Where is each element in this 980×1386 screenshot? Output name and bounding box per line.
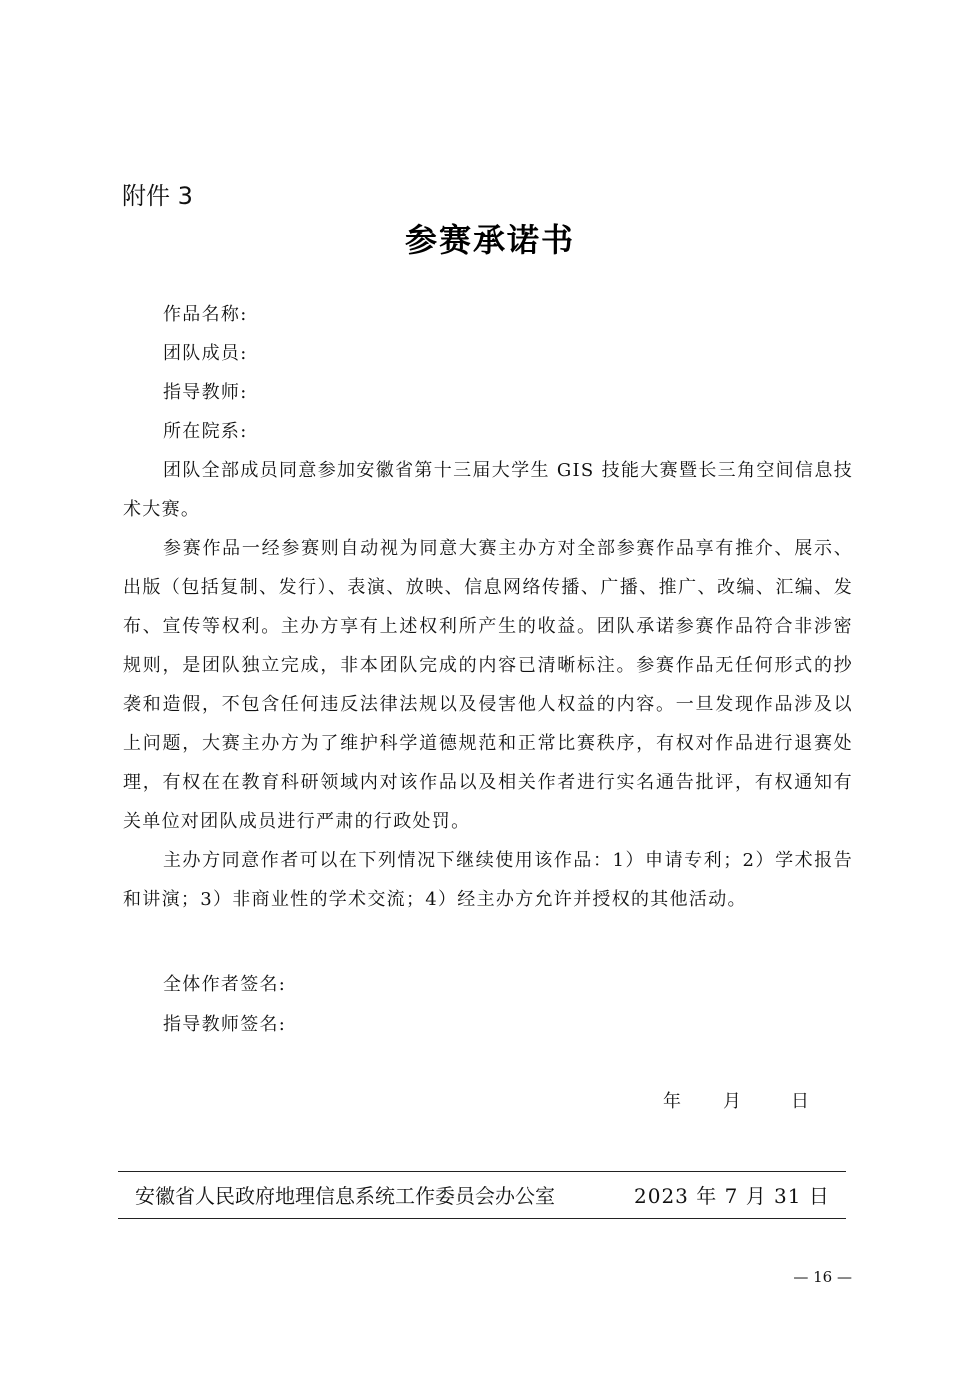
field-team-members: 团队成员: bbox=[163, 343, 248, 364]
page-number: — 16 — bbox=[793, 1268, 852, 1286]
footer-top-rule bbox=[118, 1171, 846, 1172]
paragraph-usage: 主办方同意作者可以在下列情况下继续使用该作品：1）申请专利；2）学术报告和讲演；3）非商业性的学术交流；4）经主办方允许并授权的其他活动。 bbox=[123, 850, 853, 910]
field-advisor: 指导教师: bbox=[163, 382, 248, 403]
day-label: 日 bbox=[791, 1091, 810, 1112]
document-body bbox=[123, 295, 853, 919]
attachment-label: 附件 3 bbox=[122, 182, 193, 210]
paragraph-consent: 团队全部成员同意参加安徽省第十三届大学生 GIS 技能大赛暨长三角空间信息技术大赛。 bbox=[123, 460, 853, 520]
footer-issuer: 安徽省人民政府地理信息系统工作委员会办公室 bbox=[135, 1184, 555, 1208]
document-title: 参赛承诺书 bbox=[404, 221, 575, 259]
footer-bottom-rule bbox=[118, 1218, 846, 1219]
signature-block bbox=[163, 965, 286, 1045]
field-work-name: 作品名称: bbox=[163, 304, 248, 325]
advisor-signature-label: 指导教师签名: bbox=[163, 1014, 287, 1035]
year-label: 年 bbox=[663, 1091, 682, 1112]
authors-signature-label: 全体作者签名: bbox=[163, 974, 287, 995]
footer-date: 2023 年 7 月 31 日 bbox=[634, 1184, 830, 1208]
field-department: 所在院系: bbox=[163, 421, 248, 442]
paragraph-rights: 参赛作品一经参赛则自动视为同意大赛主办方对全部参赛作品享有推介、展示、出版（包括复制、发行）、表演、放映、信息网络传播、广播、推广、改编、汇编、发布、宣传等权利。主办方享有上述权利所产生的收益。团队承诺参赛作品符合非涉密规则，是团队独立完成，非本团队完成的内容已清晰标注。参赛作品无任何形式的抄袭和造假，不包含任何违反法律法规以及侵害他人权益的内容。一旦发现作品涉及以上问题，大赛主办方为了维护科学道德规范和正常比赛秩序，有权对作品进行退赛处理，有权在在教育科研领域内对该作品以及相关作者进行实名通告批评，有权通知有关单位对团队成员进行严肃的行政处罚。 bbox=[123, 538, 853, 832]
month-label: 月 bbox=[723, 1091, 742, 1112]
date-blank bbox=[663, 1087, 810, 1113]
